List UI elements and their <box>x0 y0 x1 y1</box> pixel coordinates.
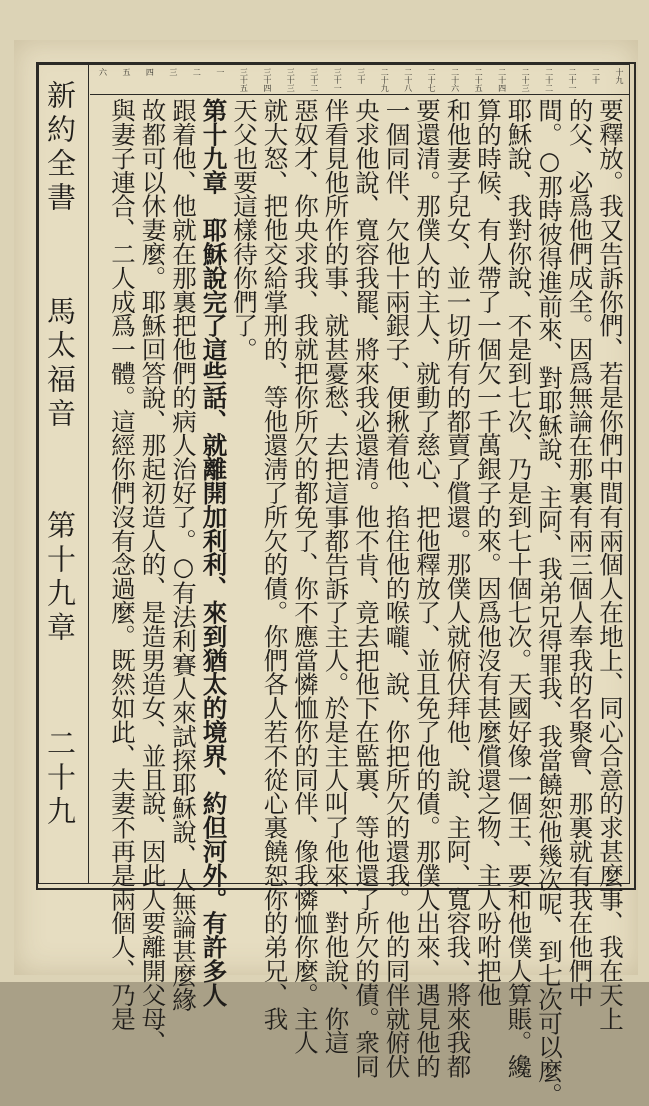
verse-number: 二十三 <box>521 68 531 92</box>
verse-number: 二十六 <box>450 68 460 92</box>
verse-number: 二十八 <box>403 68 413 92</box>
verse-number: 三十一 <box>333 68 343 92</box>
text-column: 要釋放。我又告訴你們、若是你們中間有兩個人在地上、同心合意的求甚麼事、我在天上 <box>596 98 625 1031</box>
gospel-title: 馬太福音 <box>43 296 77 432</box>
side-header-divider <box>88 64 89 884</box>
verse-number: 五 <box>121 68 131 76</box>
verse-number: 三十五 <box>239 68 249 92</box>
text-column: 惡奴才、你央求我、我就把你所欠的都免了、你不應當憐恤你的同伴、像我憐恤你麼。主人 <box>291 98 320 1055</box>
verse-number: 三十二 <box>309 68 319 92</box>
text-column: 要還清。那僕人的主人、就動了慈心、把他釋放了、並且免了他的債。那僕人出來、遇見他的 <box>413 98 442 1078</box>
text-column: 就大怒、把他交給掌刑的、等他還淸了所欠的債。你們各人若不從心裏饒恕你的弟兄、我 <box>260 98 290 1031</box>
verse-number: 四 <box>145 68 155 76</box>
verse-number: 三十 <box>356 68 366 84</box>
verse-strip-line <box>90 94 630 95</box>
text-column: 天父也要這樣待你們了。 <box>230 98 259 361</box>
text-column: 耶穌說、我對你說、不是到七次、乃是到七十個七次。天國好像一個王、要和他僕人算賬。纔 <box>504 98 534 1078</box>
text-column: 與妻子連合、二人成爲一體。這經你們沒有念過麼。既然如此、夫妻不再是兩個人、乃是 <box>108 98 137 1031</box>
text-column: 的父、必爲他們成全。因爲無論在那裏有兩三個人奉我的名聚會、那裏就有我在他們中 <box>565 98 595 1007</box>
verse-number: 十九 <box>615 68 624 84</box>
verse-number: 二十五 <box>474 68 484 92</box>
text-column: 央求他說、寬容我罷、將來我必還清。他不肯、竟去把他下在監裏、等他還了所欠的債。衆同 <box>352 98 381 1078</box>
verse-number: 二十二 <box>544 68 554 92</box>
text-column: 一個同伴、欠他十兩銀子、便揪着他、掐住他的喉嚨、說、你把所欠的還我。他的同伴就俯伏 <box>382 98 412 1078</box>
text-column: 跟着他、他就在那裏把他們的病人治好了。○有法利賽人來試探耶穌說、人無論甚麼緣 <box>169 98 198 1011</box>
verse-number: 一 <box>215 68 225 76</box>
verse-number: 二十九 <box>380 68 390 92</box>
book-title: 新約全書 <box>43 80 77 216</box>
verse-number: 二 <box>192 68 202 76</box>
verse-number: 二十四 <box>497 68 507 92</box>
chapter-label: 第十九章 <box>43 510 77 646</box>
text-column: 伴看見他所作的事、就甚憂愁、去把這事都告訴了主人。於是主人叫了他來、對他說、你這 <box>321 98 351 1055</box>
text-column: 和他妻子兒女、並一切所有的都賣了償還。那僕人就俯伏拜他、說、主阿、寬容我、將來我都 <box>443 98 473 1078</box>
text-column: 第十九章 耶穌說完了這些話、就離開加利利、來到猶太的境界、約但河外。有許多人 <box>199 98 229 1007</box>
verse-number: 二十一 <box>568 68 578 92</box>
page-number: 二十九 <box>43 728 77 830</box>
verse-number: 三十三 <box>286 68 296 92</box>
text-column: 算的時候、有人帶了一個欠一千萬銀子的來。因爲他沒有甚麼償還之物、主人吩咐把他 <box>474 98 503 1007</box>
verse-number: 二十七 <box>427 68 437 92</box>
verse-number: 六 <box>98 68 108 76</box>
text-column: 故都可以休妻麼。耶穌回答說、那起初造人的、是造男造女、並且說、因此人要離開父母、 <box>138 98 168 1055</box>
verse-number: 二十 <box>591 68 601 84</box>
text-column: 間。○那時彼得進前來、對耶穌說、主阿、我弟兄得罪我、我當饒恕他幾次呢、到七次可以麼。 <box>535 98 564 1106</box>
verse-number: 三 <box>168 68 178 76</box>
verse-number: 三十四 <box>262 68 272 92</box>
